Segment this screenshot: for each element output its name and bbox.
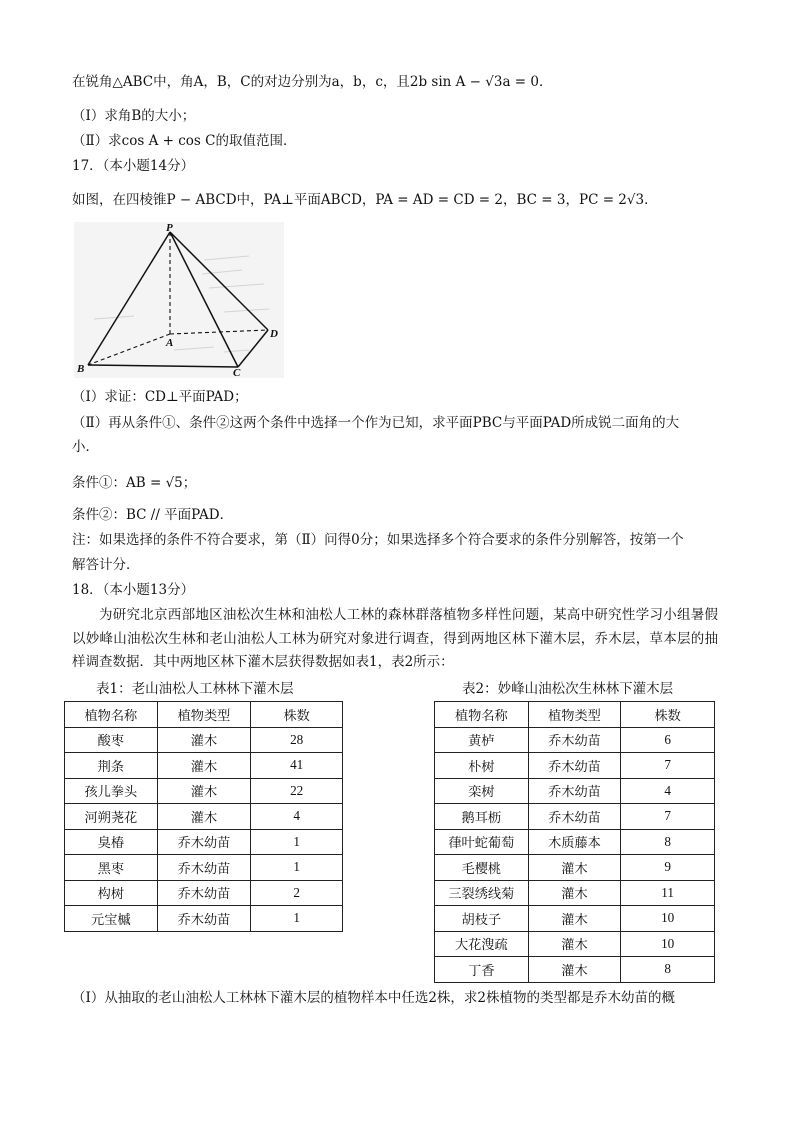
q17-header: 17．（本小题14分） xyxy=(72,158,195,174)
q17-part2-line2: 小． xyxy=(72,439,99,455)
plant-name-cell: 毛樱桃 xyxy=(435,855,529,881)
table-row xyxy=(65,829,343,855)
q16-part1: （Ⅰ）求角B的大小； xyxy=(72,108,196,124)
plant-type-cell: 灌木 xyxy=(528,931,621,957)
count-cell: 6 xyxy=(621,727,715,753)
column-header: 植物类型 xyxy=(528,702,621,728)
count-cell: 22 xyxy=(251,778,343,804)
q17-condition2: 条件②：BC // 平面PAD． xyxy=(72,507,234,523)
plant-name-cell: 黄栌 xyxy=(435,727,529,753)
label-b: B xyxy=(77,363,85,375)
plant-type-cell: 灌木 xyxy=(157,778,251,804)
column-header: 植物名称 xyxy=(435,702,529,728)
pyramid-figure xyxy=(74,222,284,378)
q17-stem: 如图，在四棱锥P − ABCD中，PA⊥平面ABCD，PA = AD = CD = 2，BC = 3，PC = 2√3． xyxy=(72,192,658,208)
count-cell: 1 xyxy=(251,906,343,932)
table-header-row xyxy=(65,702,343,728)
plant-name-cell: 三裂绣线菊 xyxy=(435,880,529,906)
plant-type-cell: 乔木幼苗 xyxy=(157,829,251,855)
label-d: D xyxy=(270,328,278,340)
table-row xyxy=(435,829,715,855)
count-cell: 4 xyxy=(621,778,715,804)
q17-condition1: 条件①：AB = √5； xyxy=(72,475,197,491)
plant-name-cell: 元宝槭 xyxy=(65,906,158,932)
column-header: 株数 xyxy=(251,702,343,728)
table-row xyxy=(435,727,715,753)
plant-name-cell: 荆条 xyxy=(65,753,158,779)
table-row xyxy=(65,804,343,830)
table-row xyxy=(435,957,715,983)
table-row xyxy=(65,727,343,753)
q17-part1: （Ⅰ）求证：CD⊥平面PAD； xyxy=(72,389,248,405)
count-cell: 2 xyxy=(251,880,343,906)
plant-name-cell: 黑枣 xyxy=(65,855,158,881)
table-row xyxy=(65,778,343,804)
column-header: 株数 xyxy=(621,702,715,728)
count-cell: 7 xyxy=(621,753,715,779)
label-a: A xyxy=(166,337,174,349)
count-cell: 9 xyxy=(621,855,715,881)
plant-type-cell: 灌木 xyxy=(157,753,251,779)
plant-name-cell: 构树 xyxy=(65,880,158,906)
plant-type-cell: 灌木 xyxy=(528,855,621,881)
plant-name-cell: 大花溲疏 xyxy=(435,931,529,957)
count-cell: 28 xyxy=(251,727,343,753)
table-row xyxy=(435,855,715,881)
table-row xyxy=(65,880,343,906)
table1 xyxy=(64,701,343,932)
count-cell: 7 xyxy=(621,804,715,830)
plant-type-cell: 灌木 xyxy=(157,804,251,830)
table-row xyxy=(65,855,343,881)
count-cell: 8 xyxy=(621,829,715,855)
q17-note-line2: 解答计分． xyxy=(72,557,140,573)
plant-type-cell: 乔木幼苗 xyxy=(157,855,251,881)
plant-type-cell: 乔木幼苗 xyxy=(528,804,621,830)
table-row xyxy=(435,753,715,779)
q16-part2: （Ⅱ）求cos A + cos C的取值范围． xyxy=(72,133,297,149)
q18-intro: 为研究北京西部地区油松次生林和油松人工林的森林群落植物多样性问题，某高中研究性学习小组暑假以妙峰山油松次生林和老山油松人工林为研究对象进行调查，得到两地区林下灌木层，乔木层，草本层的抽样调查数据．其中两地区林下灌木层获得数据如表1，表2所示： xyxy=(72,607,718,670)
q18-part1: （Ⅰ）从抽取的老山油松人工林林下灌木层的植物样本中任选2株，求2株植物的类型都是乔木幼苗的概 xyxy=(72,990,676,1006)
plant-type-cell: 灌木 xyxy=(528,906,621,932)
plant-type-cell: 乔木幼苗 xyxy=(528,727,621,753)
plant-name-cell: 丁香 xyxy=(435,957,529,983)
count-cell: 1 xyxy=(251,829,343,855)
plant-type-cell: 乔木幼苗 xyxy=(157,906,251,932)
count-cell: 11 xyxy=(621,880,715,906)
count-cell: 10 xyxy=(621,906,715,932)
plant-name-cell: 酸枣 xyxy=(65,727,158,753)
plant-type-cell: 木质藤本 xyxy=(528,829,621,855)
plant-name-cell: 河朔荛花 xyxy=(65,804,158,830)
label-p: P xyxy=(166,222,173,234)
plant-name-cell: 葎叶蛇葡萄 xyxy=(435,829,529,855)
count-cell: 10 xyxy=(621,931,715,957)
plant-type-cell: 灌木 xyxy=(157,727,251,753)
label-c: C xyxy=(233,367,241,378)
column-header: 植物类型 xyxy=(157,702,251,728)
plant-type-cell: 乔木幼苗 xyxy=(157,880,251,906)
plant-type-cell: 灌木 xyxy=(528,880,621,906)
table2 xyxy=(434,701,715,983)
plant-name-cell: 胡枝子 xyxy=(435,906,529,932)
table-row xyxy=(435,931,715,957)
plant-name-cell: 孩儿拳头 xyxy=(65,778,158,804)
table-row xyxy=(435,804,715,830)
column-header: 植物名称 xyxy=(65,702,158,728)
count-cell: 4 xyxy=(251,804,343,830)
q18-header: 18．（本小题13分） xyxy=(72,582,195,598)
table-row xyxy=(65,906,343,932)
count-cell: 8 xyxy=(621,957,715,983)
table-row xyxy=(435,880,715,906)
table-row xyxy=(65,753,343,779)
q16-stem: 在锐角△ABC中，角A，B，C的对边分别为a，b，c，且2b sin A − √3a = 0． xyxy=(72,74,553,90)
plant-type-cell: 乔木幼苗 xyxy=(528,753,621,779)
table2-caption: 表2：妙峰山油松次生林林下灌木层 xyxy=(462,681,674,697)
count-cell: 41 xyxy=(251,753,343,779)
q17-part2-line1: （Ⅱ）再从条件①、条件②这两个条件中选择一个作为已知，求平面PBC与平面PAD所成锐二面角的大 xyxy=(72,415,680,431)
plant-type-cell: 灌木 xyxy=(528,957,621,983)
table-header-row xyxy=(435,702,715,728)
plant-name-cell: 臭椿 xyxy=(65,829,158,855)
table1-caption: 表1：老山油松人工林林下灌木层 xyxy=(96,681,294,697)
plant-name-cell: 栾树 xyxy=(435,778,529,804)
table-row xyxy=(435,906,715,932)
plant-name-cell: 朴树 xyxy=(435,753,529,779)
count-cell: 1 xyxy=(251,855,343,881)
plant-name-cell: 鹅耳枥 xyxy=(435,804,529,830)
plant-type-cell: 乔木幼苗 xyxy=(528,778,621,804)
table-row xyxy=(435,778,715,804)
q17-note-line1: 注：如果选择的条件不符合要求，第（Ⅱ）问得0分；如果选择多个符合要求的条件分别解答，按第一个 xyxy=(72,532,684,548)
